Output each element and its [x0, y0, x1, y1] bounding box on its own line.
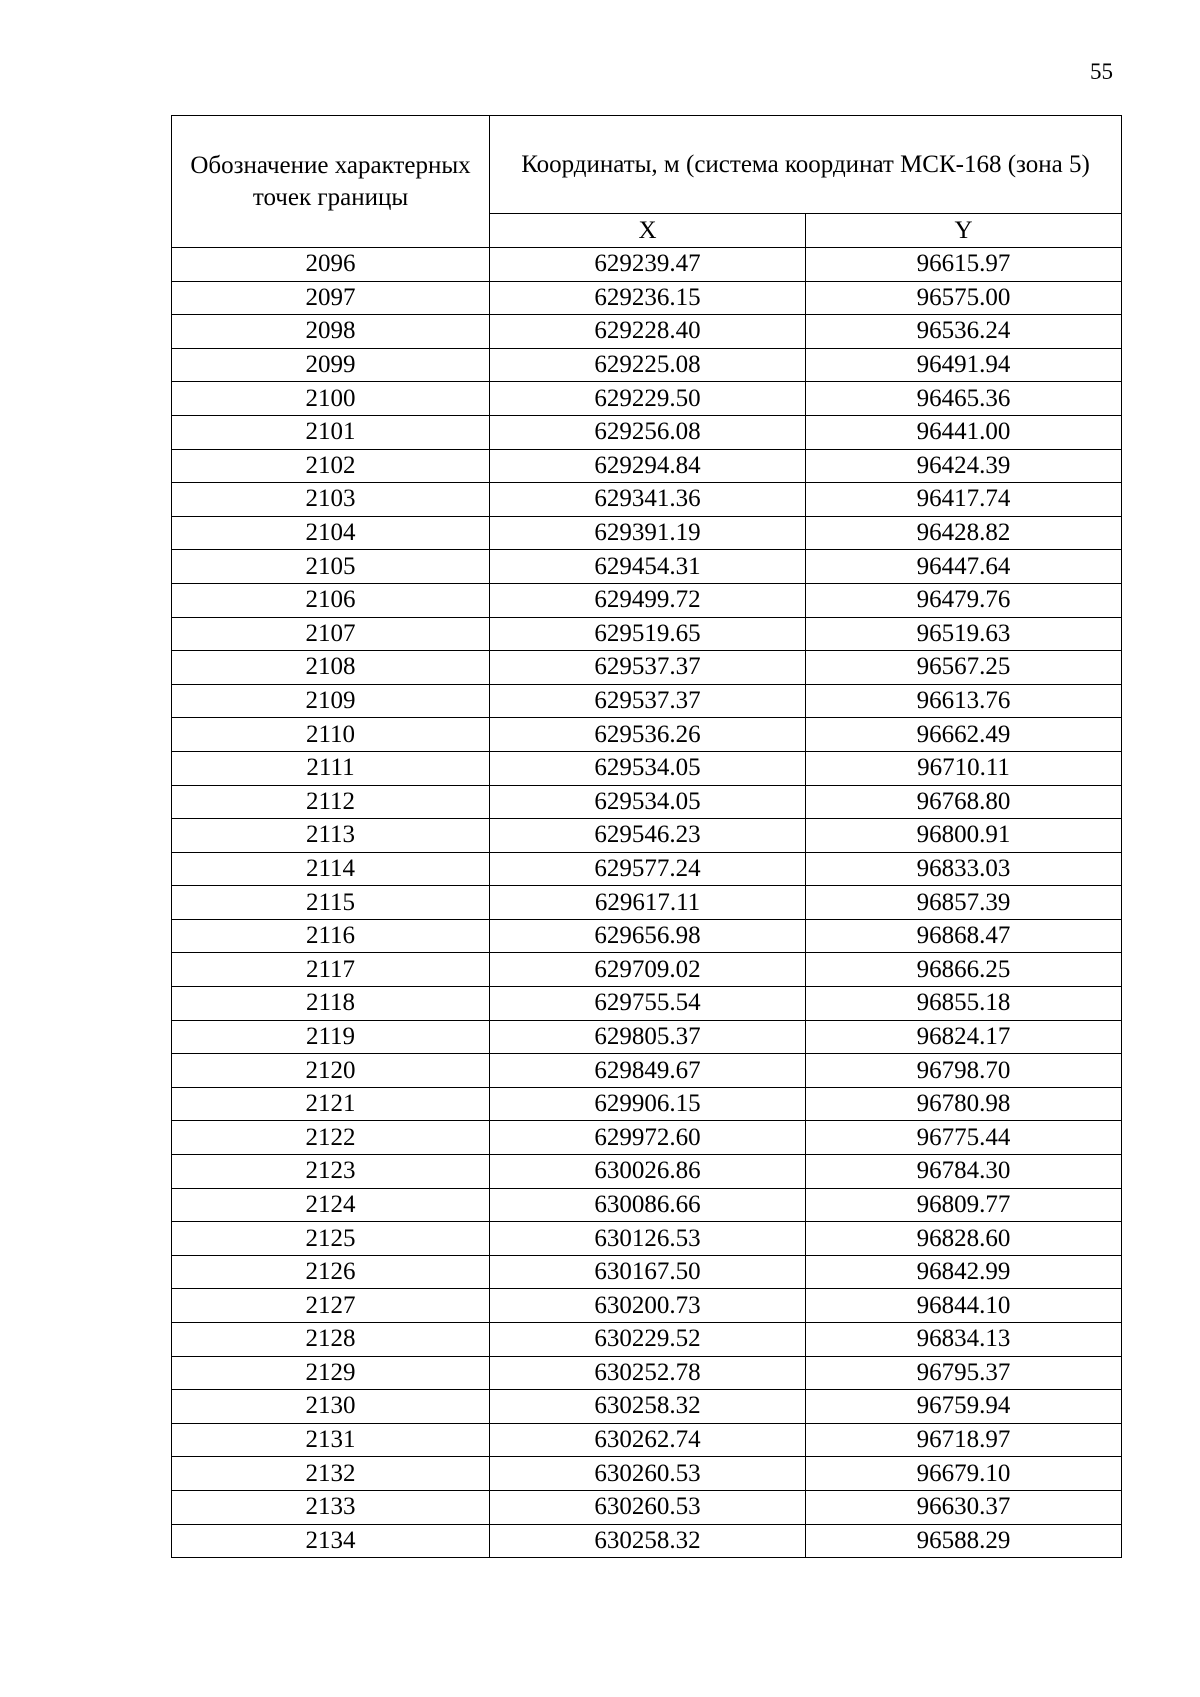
table-header	[172, 116, 1122, 248]
cell-y: 96575.00	[806, 281, 1122, 315]
header-coordinates: Координаты, м (система координат МСК-168 (зона 5)	[490, 116, 1122, 214]
cell-y: 96630.37	[806, 1490, 1122, 1524]
cell-x: 629709.02	[490, 953, 806, 987]
cell-x: 630260.53	[490, 1457, 806, 1491]
table-row	[172, 1490, 1122, 1524]
cell-x: 629239.47	[490, 248, 806, 282]
table-row	[172, 1255, 1122, 1289]
cell-y: 96567.25	[806, 651, 1122, 685]
cell-x: 629534.05	[490, 785, 806, 819]
cell-y: 96824.17	[806, 1020, 1122, 1054]
table-row	[172, 550, 1122, 584]
table-row	[172, 449, 1122, 483]
cell-point: 2126	[172, 1255, 490, 1289]
table-row	[172, 1087, 1122, 1121]
table-row	[172, 1323, 1122, 1357]
cell-point: 2114	[172, 852, 490, 886]
cell-point: 2117	[172, 953, 490, 987]
cell-y: 96536.24	[806, 315, 1122, 349]
cell-x: 629499.72	[490, 583, 806, 617]
cell-x: 629256.08	[490, 415, 806, 449]
cell-point: 2130	[172, 1390, 490, 1424]
table-row	[172, 1289, 1122, 1323]
cell-y: 96465.36	[806, 382, 1122, 416]
cell-x: 630229.52	[490, 1323, 806, 1357]
cell-y: 96855.18	[806, 987, 1122, 1021]
cell-point: 2111	[172, 751, 490, 785]
cell-y: 96679.10	[806, 1457, 1122, 1491]
table-row	[172, 987, 1122, 1021]
cell-y: 96780.98	[806, 1087, 1122, 1121]
cell-x: 629906.15	[490, 1087, 806, 1121]
table-row	[172, 1457, 1122, 1491]
cell-y: 96857.39	[806, 886, 1122, 920]
cell-x: 630258.32	[490, 1390, 806, 1424]
cell-x: 629849.67	[490, 1054, 806, 1088]
cell-y: 96833.03	[806, 852, 1122, 886]
table-row	[172, 315, 1122, 349]
cell-x: 629534.05	[490, 751, 806, 785]
table-row	[172, 382, 1122, 416]
cell-y: 96834.13	[806, 1323, 1122, 1357]
cell-y: 96519.63	[806, 617, 1122, 651]
cell-point: 2132	[172, 1457, 490, 1491]
cell-x: 629972.60	[490, 1121, 806, 1155]
cell-y: 96479.76	[806, 583, 1122, 617]
table-row	[172, 684, 1122, 718]
cell-point: 2129	[172, 1356, 490, 1390]
cell-point: 2098	[172, 315, 490, 349]
cell-point: 2104	[172, 516, 490, 550]
table-row	[172, 1524, 1122, 1558]
cell-x: 629391.19	[490, 516, 806, 550]
cell-x: 630200.73	[490, 1289, 806, 1323]
table-row	[172, 886, 1122, 920]
table-row	[172, 583, 1122, 617]
cell-point: 2112	[172, 785, 490, 819]
cell-point: 2119	[172, 1020, 490, 1054]
cell-y: 96613.76	[806, 684, 1122, 718]
table-row	[172, 751, 1122, 785]
table-row	[172, 1423, 1122, 1457]
cell-point: 2124	[172, 1188, 490, 1222]
cell-x: 630167.50	[490, 1255, 806, 1289]
cell-x: 630086.66	[490, 1188, 806, 1222]
cell-y: 96795.37	[806, 1356, 1122, 1390]
cell-point: 2127	[172, 1289, 490, 1323]
table-row	[172, 718, 1122, 752]
table-row	[172, 953, 1122, 987]
cell-x: 629577.24	[490, 852, 806, 886]
cell-y: 96798.70	[806, 1054, 1122, 1088]
cell-y: 96842.99	[806, 1255, 1122, 1289]
table-row	[172, 281, 1122, 315]
cell-x: 630262.74	[490, 1423, 806, 1457]
cell-x: 629537.37	[490, 651, 806, 685]
table-row	[172, 1020, 1122, 1054]
cell-x: 629536.26	[490, 718, 806, 752]
table-row	[172, 651, 1122, 685]
cell-point: 2097	[172, 281, 490, 315]
cell-point: 2109	[172, 684, 490, 718]
cell-point: 2113	[172, 819, 490, 853]
cell-y: 96615.97	[806, 248, 1122, 282]
cell-point: 2103	[172, 483, 490, 517]
cell-x: 629537.37	[490, 684, 806, 718]
cell-point: 2101	[172, 415, 490, 449]
cell-x: 629617.11	[490, 886, 806, 920]
table-row	[172, 852, 1122, 886]
cell-point: 2100	[172, 382, 490, 416]
cell-x: 630026.86	[490, 1155, 806, 1189]
cell-y: 96588.29	[806, 1524, 1122, 1558]
table-body	[172, 248, 1122, 1558]
cell-y: 96768.80	[806, 785, 1122, 819]
cell-point: 2102	[172, 449, 490, 483]
cell-x: 630258.32	[490, 1524, 806, 1558]
coordinates-table	[171, 115, 1122, 1558]
cell-point: 2105	[172, 550, 490, 584]
cell-x: 630252.78	[490, 1356, 806, 1390]
cell-point: 2131	[172, 1423, 490, 1457]
cell-y: 96759.94	[806, 1390, 1122, 1424]
cell-point: 2122	[172, 1121, 490, 1155]
cell-point: 2118	[172, 987, 490, 1021]
cell-y: 96775.44	[806, 1121, 1122, 1155]
cell-point: 2121	[172, 1087, 490, 1121]
table-row	[172, 819, 1122, 853]
page-number: 55	[1090, 59, 1113, 84]
cell-point: 2110	[172, 718, 490, 752]
cell-point: 2096	[172, 248, 490, 282]
header-y: Y	[806, 214, 1122, 248]
cell-y: 96784.30	[806, 1155, 1122, 1189]
cell-x: 629519.65	[490, 617, 806, 651]
table-row	[172, 348, 1122, 382]
cell-point: 2116	[172, 919, 490, 953]
table-row	[172, 1155, 1122, 1189]
cell-point: 2108	[172, 651, 490, 685]
cell-x: 629755.54	[490, 987, 806, 1021]
header-point-designation: Обозначение характерных точек границы	[172, 116, 490, 248]
cell-y: 96424.39	[806, 449, 1122, 483]
cell-point: 2106	[172, 583, 490, 617]
cell-x: 630260.53	[490, 1490, 806, 1524]
cell-x: 629546.23	[490, 819, 806, 853]
cell-x: 629229.50	[490, 382, 806, 416]
table-row	[172, 617, 1122, 651]
cell-y: 96447.64	[806, 550, 1122, 584]
cell-y: 96809.77	[806, 1188, 1122, 1222]
cell-point: 2099	[172, 348, 490, 382]
cell-x: 630126.53	[490, 1222, 806, 1256]
cell-y: 96428.82	[806, 516, 1122, 550]
table-row	[172, 1188, 1122, 1222]
cell-point: 2115	[172, 886, 490, 920]
table-row	[172, 483, 1122, 517]
cell-y: 96491.94	[806, 348, 1122, 382]
table-row	[172, 415, 1122, 449]
cell-x: 629805.37	[490, 1020, 806, 1054]
cell-y: 96710.11	[806, 751, 1122, 785]
table-row	[172, 516, 1122, 550]
cell-y: 96828.60	[806, 1222, 1122, 1256]
table-row	[172, 1390, 1122, 1424]
cell-point: 2133	[172, 1490, 490, 1524]
cell-x: 629656.98	[490, 919, 806, 953]
cell-y: 96868.47	[806, 919, 1122, 953]
cell-x: 629225.08	[490, 348, 806, 382]
cell-point: 2125	[172, 1222, 490, 1256]
cell-x: 629228.40	[490, 315, 806, 349]
table-row	[172, 919, 1122, 953]
cell-point: 2107	[172, 617, 490, 651]
cell-point: 2128	[172, 1323, 490, 1357]
header-x: X	[490, 214, 806, 248]
cell-point: 2123	[172, 1155, 490, 1189]
cell-x: 629341.36	[490, 483, 806, 517]
table-row	[172, 1121, 1122, 1155]
cell-y: 96718.97	[806, 1423, 1122, 1457]
table-row	[172, 1054, 1122, 1088]
cell-point: 2120	[172, 1054, 490, 1088]
cell-x: 629454.31	[490, 550, 806, 584]
cell-y: 96662.49	[806, 718, 1122, 752]
cell-y: 96800.91	[806, 819, 1122, 853]
cell-y: 96417.74	[806, 483, 1122, 517]
cell-x: 629294.84	[490, 449, 806, 483]
cell-x: 629236.15	[490, 281, 806, 315]
table-row	[172, 785, 1122, 819]
table-row	[172, 248, 1122, 282]
table-row	[172, 1222, 1122, 1256]
table-row	[172, 1356, 1122, 1390]
cell-y: 96844.10	[806, 1289, 1122, 1323]
cell-y: 96866.25	[806, 953, 1122, 987]
cell-point: 2134	[172, 1524, 490, 1558]
cell-y: 96441.00	[806, 415, 1122, 449]
